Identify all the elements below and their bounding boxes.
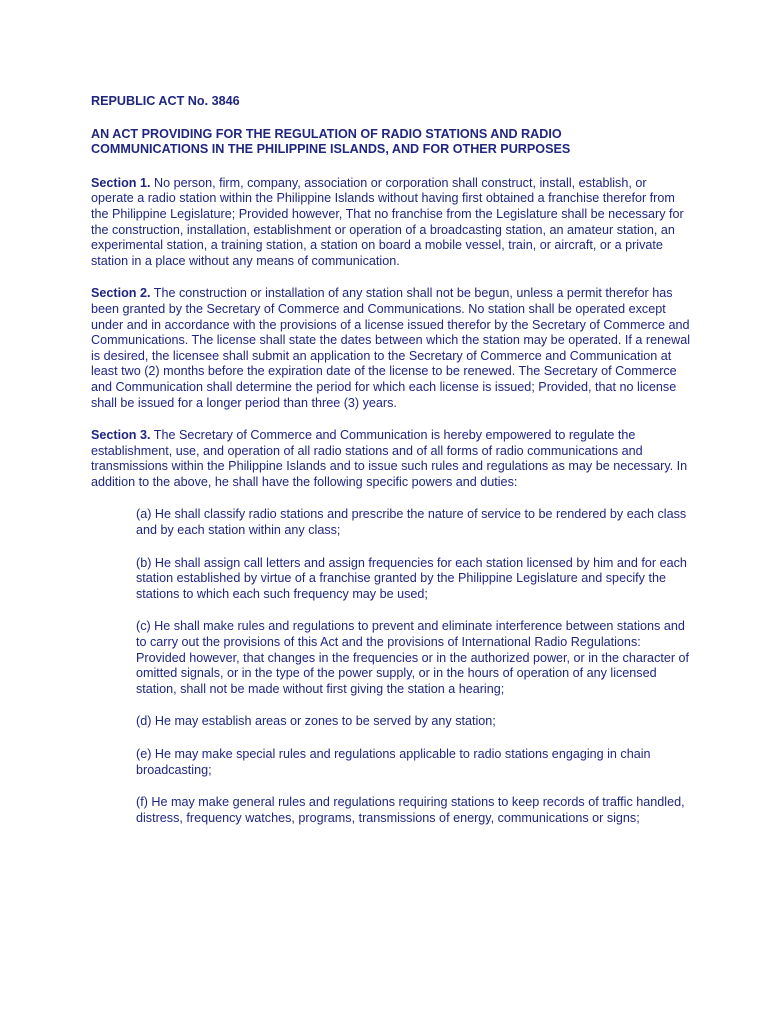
section-3-label: Section 3. (91, 428, 151, 443)
act-title (91, 127, 691, 158)
section-3-text: The Secretary of Commerce and Communication is hereby empowered to regulate the establishment, use, and operation of all radio stations and of all forms of radio communications and transmissions within the Philippine Islands and to issue such rules and regulations as may be necessary. In addition to the above, he shall have the following specific powers and duties: (91, 428, 688, 489)
act-title-line-2: COMMUNICATIONS IN THE PHILIPPINE ISLANDS, AND FOR OTHER PURPOSES (91, 142, 571, 157)
power-item-c: (c) He shall make rules and regulations to prevent and eliminate interference between stations and to carry out the provisions of this Act and the provisions of International Radio Regulations: Provided however, that changes in the frequencies or in the authorized power, or in the character of omitted signals, or in the type of the power supply, or in the hours of operation of any licensed station, shall not be made without first giving the station a hearing; (136, 619, 690, 696)
act-title-line-1: AN ACT PROVIDING FOR THE REGULATION OF RADIO STATIONS AND RADIO (91, 126, 562, 141)
section-2-label: Section 2. (91, 286, 151, 301)
power-item-f: (f) He may make general rules and regulations requiring stations to keep records of traffic handled, distress, frequency watches, programs, transmissions of energy, communications or signs; (136, 795, 685, 825)
act-number: REPUBLIC ACT No. 3846 (91, 94, 240, 108)
section-1 (91, 176, 691, 270)
power-item-d: (d) He may establish areas or zones to be served by any station; (136, 714, 496, 729)
power-item-e: (e) He may make special rules and regulations applicable to radio stations engaging in chain broadcasting; (136, 747, 651, 777)
section-2 (91, 286, 691, 411)
document-body (91, 94, 691, 843)
section-2-text: The construction or installation of any station shall not be begun, unless a permit therefor has been granted by the Secretary of Commerce and Communications. No station shall be operated except under and in accordance with the provisions of a license issued therefor by the Secretary of Commerce and Communications. The license shall state the dates between which the station may be operated. If a renewal is desired, the licensee shall submit an application to the Secretary of Commerce and Communication at least two (2) months before the expiration date of the license to be renewed. The Secretary of Commerce and Communication shall determine the period for which each license is issued; Provided, that no license shall be issued for a longer period than three (3) years. (91, 286, 691, 410)
section-3 (91, 428, 691, 490)
section-1-text: No person, firm, company, association or corporation shall construct, install, establish, or operate a radio station within the Philippine Islands without having first obtained a franchise therefor from the Philippine Legislature; Provided however, That no franchise from the Legislature shall be necessary for the construction, installation, establishment or operation of a broadcasting station, an amateur station, an experimental station, a training station, a station on board a mobile vessel, train, or aircraft, or a private station in a place without any means of communication. (91, 175, 684, 268)
section-1-label: Section 1. (91, 175, 151, 190)
power-item-b: (b) He shall assign call letters and assign frequencies for each station licensed by him and for each station established by virtue of a franchise granted by the Philippine Legislature and specify the stations to which each such frequency may be used; (136, 555, 687, 601)
power-item-a: (a) He shall classify radio stations and prescribe the nature of service to be rendered by each class and by each station within any class; (136, 507, 687, 538)
